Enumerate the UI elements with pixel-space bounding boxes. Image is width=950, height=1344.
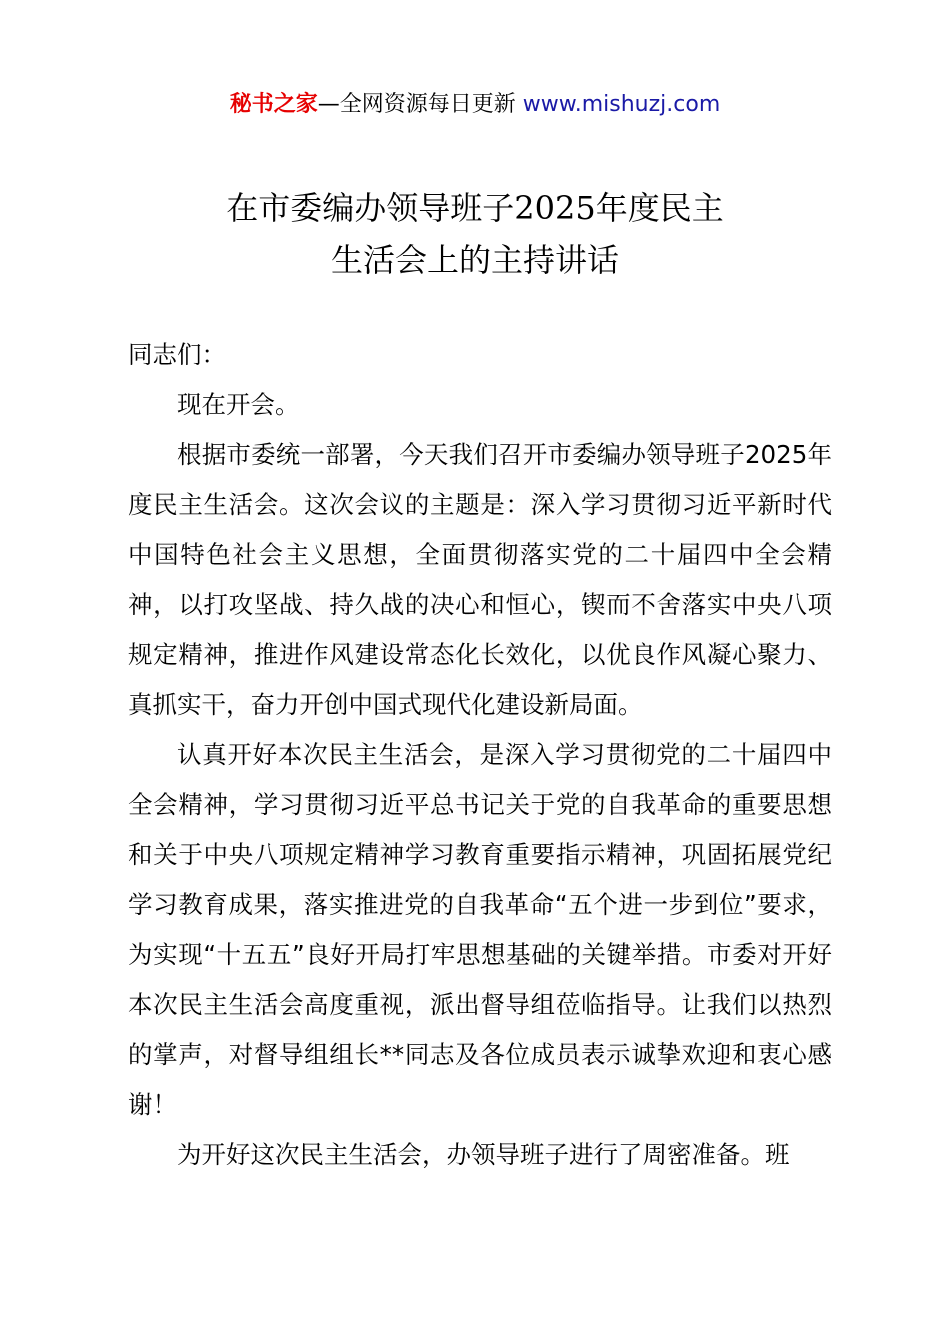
- site-header: [0, 88, 950, 122]
- paragraph-opening: 现在开会。: [177, 390, 300, 419]
- title-line-1: 在市委编办领导班子2025年度民主: [226, 189, 724, 227]
- paragraph-theme: 根据市委统一部署，今天我们召开市委编办领导班子2025年度民主生活会。这次会议的主题是：深入学习贯彻习近平新时代中国特色社会主义思想，全面贯彻落实党的二十届四中全会精神，以打攻坚战、持久战的决心和恒心，锲而不舍落实中央八项规定精神，推进作风建设常态化长效化，以优良作风凝心聚力、真抓实干，奋力开创中国式现代化建设新局面。: [128, 440, 832, 719]
- document-body: [128, 330, 832, 1180]
- header-tagline: —全网资源每日更新: [317, 92, 516, 117]
- site-url-link[interactable]: www.mishuzj.com: [522, 92, 721, 117]
- paragraph-preparation: 为开好这次民主生活会，办领导班子进行了周密准备。班: [177, 1140, 790, 1169]
- title-line-2: 生活会上的主持讲话: [330, 241, 619, 279]
- salutation: 同志们：: [128, 340, 226, 369]
- paragraph-significance: 认真开好本次民主生活会，是深入学习贯彻党的二十届四中全会精神，学习贯彻习近平总书记关于党的自我革命的重要思想和关于中央八项规定精神学习教育重要指示精神，巩固拓展党纪学习教育成果，落实推进党的自我革命“五个进一步到位”要求，为实现“十五五”良好开局打牢思想基础的关键举措。市委对开好本次民主生活会高度重视，派出督导组莅临指导。让我们以热烈的掌声，对督导组组长**同志及各位成员表示诚挚欢迎和衷心感谢！: [128, 740, 832, 1119]
- document-title: [0, 182, 950, 286]
- brand-name: 秘书之家: [229, 92, 318, 117]
